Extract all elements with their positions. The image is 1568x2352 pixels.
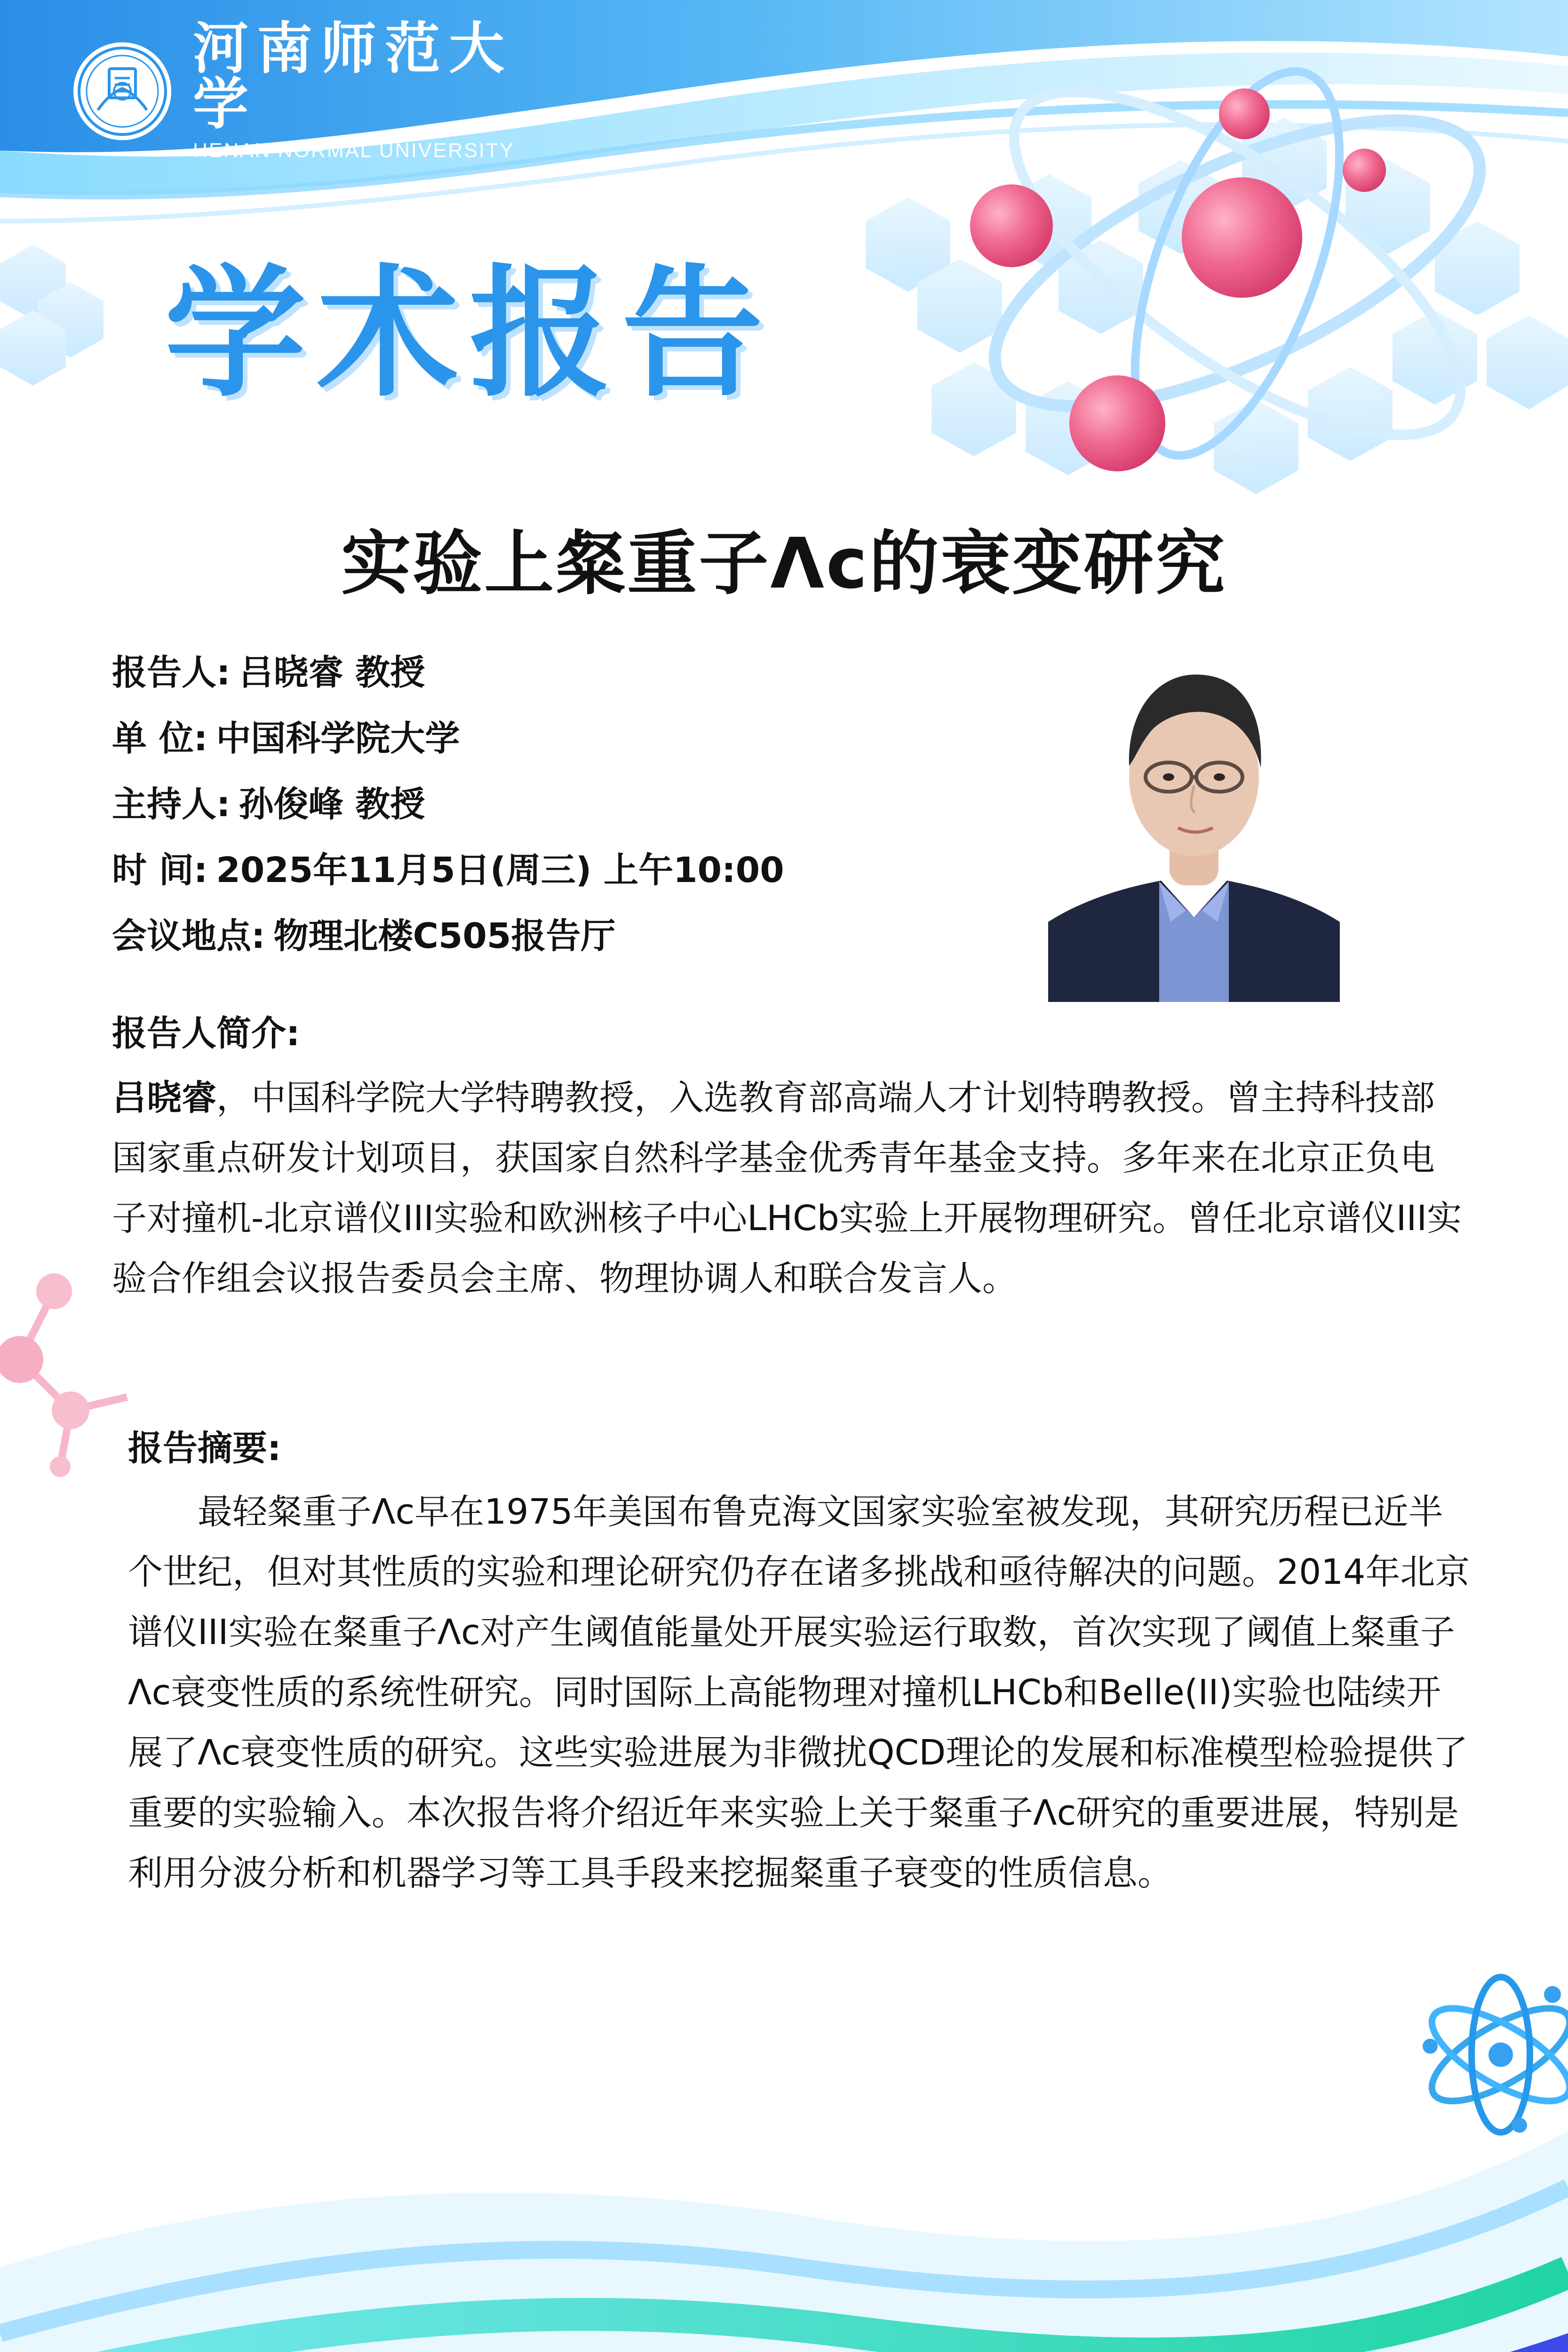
- unit-value: 中国科学院大学: [216, 718, 460, 759]
- talk-title: 实验上粲重子Λc的衰变研究: [341, 523, 1227, 604]
- host-label: 主持人:: [112, 784, 231, 825]
- university-name-cn: 河南师范大学: [193, 15, 513, 136]
- university-name-en: HENAN NORMAL UNIVERSITY: [193, 139, 515, 162]
- venue-label: 会议地点:: [112, 916, 265, 956]
- venue-value: 物理北楼C505报告厅: [273, 916, 616, 956]
- time-row: [112, 837, 1006, 903]
- bio-text-block: [112, 1068, 1467, 1309]
- bio-text: ，中国科学院大学特聘教授，入选教育部高端人才计划特聘教授。曾主持科技部国家重点研发计划项目，获国家自然科学基金优秀青年基金支持。多年来在北京正负电子对撞机-北京谱仪III实验和欧洲核子中心LHCb实验上开展物理研究。曾任北京谱仪III实验合作组会议报告委员会主席、物理协调人和联合发言人。: [112, 1078, 1462, 1299]
- abstract-heading: 报告摘要:: [128, 1428, 281, 1469]
- university-logo: [71, 15, 569, 162]
- university-name: [193, 15, 569, 162]
- unit-row: [112, 706, 1006, 771]
- bio-heading: 报告人简介:: [112, 1013, 300, 1054]
- hexagon-pattern-left: [0, 245, 103, 386]
- speaker-value: 吕晓睿 教授: [239, 652, 425, 693]
- time-label: 时 间:: [112, 850, 208, 890]
- banner-title: 学术报告: [165, 252, 774, 416]
- host-value: 孙俊峰 教授: [239, 784, 425, 825]
- host-row: [112, 771, 1006, 837]
- speaker-name: 吕晓睿: [112, 1078, 216, 1118]
- speaker-row: [112, 640, 1006, 706]
- abstract-text: 最轻粲重子Λc早在1975年美国布鲁克海文国家实验室被发现，其研究历程已近半个世纪，但对其性质的实验和理论研究仍存在诸多挑战和亟待解决的问题。2014年北京谱仪III实验在粲重子Λc对产生阈值能量处开展实验运行取数，首次实现了阈值上粲重子Λc衰变性质的系统性研究。同时国际上高能物理对撞机LHCb和Belle(II)实验也陆续开展了Λc衰变性质的研究。这些实验进展为非微扰QCD理论的发展和标准模型检验提供了重要的实验输入。本次报告将介绍近年来实验上关于粲重子Λc研究的重要进展，特别是利用分波分析和机器学习等工具手段来挖掘粲重子衰变的性质信息。: [128, 1492, 1470, 1893]
- unit-label: 单 位:: [112, 718, 208, 759]
- speaker-photo: [1048, 630, 1340, 1002]
- atom-icon: [1419, 1977, 1568, 2133]
- time-value: 2025年11月5日(周三) 上午10:00: [216, 850, 784, 890]
- speaker-label: 报告人:: [112, 652, 231, 693]
- molecule-icon: [0, 1273, 127, 1477]
- talk-info: [112, 640, 1006, 969]
- venue-row: [112, 903, 1006, 969]
- university-seal-icon: [71, 40, 174, 143]
